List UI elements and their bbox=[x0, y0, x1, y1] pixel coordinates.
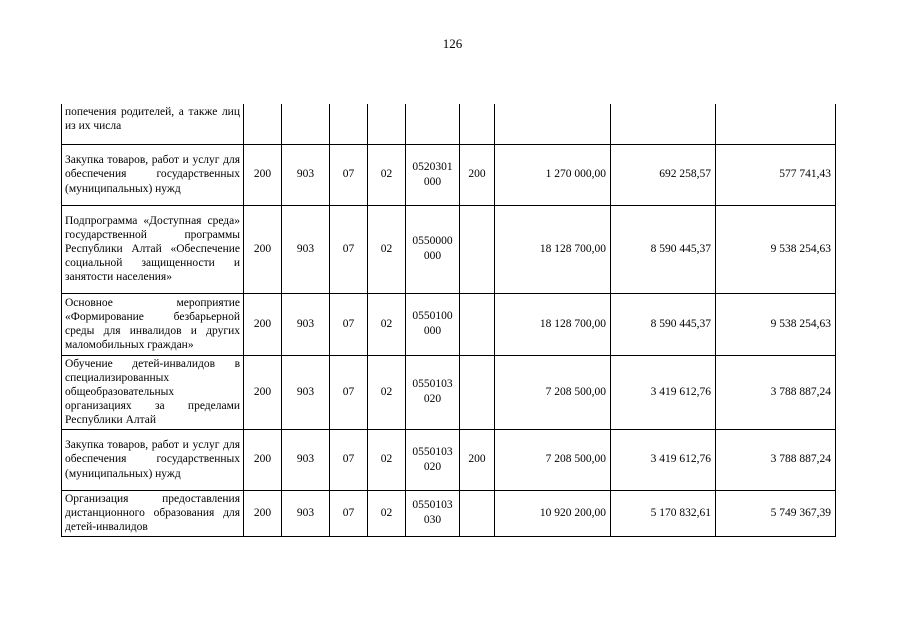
cell-sum-3: 3 788 887,24 bbox=[716, 355, 836, 429]
cell-sum-1 bbox=[495, 104, 611, 144]
cell-sum-1: 7 208 500,00 bbox=[495, 429, 611, 490]
page-number: 126 bbox=[442, 36, 463, 51]
cell-sum-3: 5 749 367,39 bbox=[716, 490, 836, 536]
cell-vr bbox=[460, 104, 495, 144]
cell-gl: 200 bbox=[244, 144, 282, 205]
row-name: Закупка товаров, работ и услуг для обеспечения государственных (муниципальных) нужд bbox=[62, 144, 244, 205]
cell-sum-2: 692 258,57 bbox=[611, 144, 716, 205]
cell-sum-3: 3 788 887,24 bbox=[716, 429, 836, 490]
cell-vr bbox=[460, 490, 495, 536]
cell-vr bbox=[460, 205, 495, 293]
cell-gl bbox=[244, 104, 282, 144]
cell-gl: 200 bbox=[244, 429, 282, 490]
cell-csr: 0520301 000 bbox=[406, 144, 460, 205]
cell-rz: 07 bbox=[330, 293, 368, 355]
cell-rz: 07 bbox=[330, 144, 368, 205]
cell-sum-3: 9 538 254,63 bbox=[716, 293, 836, 355]
cell-gl: 200 bbox=[244, 205, 282, 293]
cell-vr bbox=[460, 355, 495, 429]
cell-ved: 903 bbox=[282, 205, 330, 293]
cell-ved: 903 bbox=[282, 144, 330, 205]
cell-vr: 200 bbox=[460, 429, 495, 490]
table-row bbox=[62, 144, 836, 205]
cell-sum-1: 1 270 000,00 bbox=[495, 144, 611, 205]
row-name: попечения родителей, а также лиц из их числа bbox=[62, 104, 244, 144]
cell-csr bbox=[406, 104, 460, 144]
cell-sum-3 bbox=[716, 104, 836, 144]
cell-sum-2: 8 590 445,37 bbox=[611, 293, 716, 355]
budget-table bbox=[61, 104, 836, 537]
cell-rz: 07 bbox=[330, 205, 368, 293]
row-name: Закупка товаров, работ и услуг для обеспечения государственных (муниципальных) нужд bbox=[62, 429, 244, 490]
cell-sum-2: 5 170 832,61 bbox=[611, 490, 716, 536]
cell-sum-2: 3 419 612,76 bbox=[611, 355, 716, 429]
cell-rz: 07 bbox=[330, 355, 368, 429]
cell-rz: 07 bbox=[330, 429, 368, 490]
cell-gl: 200 bbox=[244, 490, 282, 536]
cell-sum-2 bbox=[611, 104, 716, 144]
cell-ved: 903 bbox=[282, 355, 330, 429]
cell-ved bbox=[282, 104, 330, 144]
cell-sum-1: 18 128 700,00 bbox=[495, 293, 611, 355]
cell-csr: 0550000 000 bbox=[406, 205, 460, 293]
row-name: Обучение детей-инвалидов в специализированных общеобразовательных организациях за пределами Республики Алтай bbox=[62, 355, 244, 429]
cell-vr bbox=[460, 293, 495, 355]
cell-ved: 903 bbox=[282, 429, 330, 490]
cell-pr: 02 bbox=[368, 429, 406, 490]
table-row bbox=[62, 490, 836, 536]
cell-sum-3: 9 538 254,63 bbox=[716, 205, 836, 293]
cell-sum-1: 18 128 700,00 bbox=[495, 205, 611, 293]
table-row bbox=[62, 355, 836, 429]
cell-pr: 02 bbox=[368, 293, 406, 355]
cell-sum-2: 3 419 612,76 bbox=[611, 429, 716, 490]
cell-sum-2: 8 590 445,37 bbox=[611, 205, 716, 293]
cell-sum-1: 10 920 200,00 bbox=[495, 490, 611, 536]
row-name: Подпрограмма «Доступная среда» государственной программы Республики Алтай «Обеспечение социальной защищенности и занятости населения» bbox=[62, 205, 244, 293]
row-name: Организация предоставления дистанционного образования для детей-инвалидов bbox=[62, 490, 244, 536]
cell-csr: 0550103 020 bbox=[406, 355, 460, 429]
cell-csr: 0550100 000 bbox=[406, 293, 460, 355]
cell-pr: 02 bbox=[368, 355, 406, 429]
cell-pr: 02 bbox=[368, 144, 406, 205]
table-row bbox=[62, 104, 836, 144]
cell-csr: 0550103 030 bbox=[406, 490, 460, 536]
cell-vr: 200 bbox=[460, 144, 495, 205]
table-row bbox=[62, 205, 836, 293]
row-name: Основное мероприятие «Формирование безбарьерной среды для инвалидов и других маломобильных граждан» bbox=[62, 293, 244, 355]
cell-pr bbox=[368, 104, 406, 144]
cell-csr: 0550103 020 bbox=[406, 429, 460, 490]
table-row bbox=[62, 429, 836, 490]
cell-pr: 02 bbox=[368, 490, 406, 536]
cell-rz: 07 bbox=[330, 490, 368, 536]
cell-ved: 903 bbox=[282, 293, 330, 355]
cell-rz bbox=[330, 104, 368, 144]
cell-ved: 903 bbox=[282, 490, 330, 536]
table-row bbox=[62, 293, 836, 355]
cell-gl: 200 bbox=[244, 293, 282, 355]
cell-sum-3: 577 741,43 bbox=[716, 144, 836, 205]
cell-sum-1: 7 208 500,00 bbox=[495, 355, 611, 429]
cell-gl: 200 bbox=[244, 355, 282, 429]
cell-pr: 02 bbox=[368, 205, 406, 293]
